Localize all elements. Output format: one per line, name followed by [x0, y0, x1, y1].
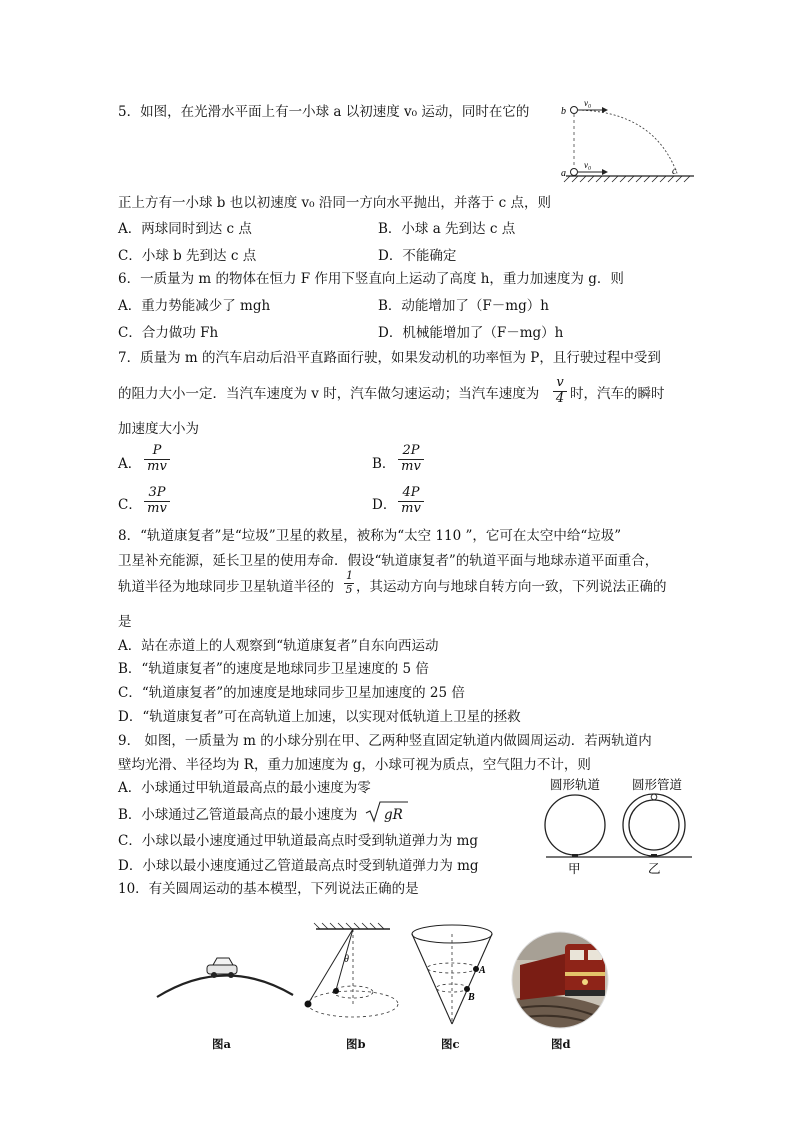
label-jia: 甲	[568, 861, 581, 876]
q8-option-c: C．“轨道康复者”的加速度是地球同步卫星加速度的 25 倍	[118, 685, 465, 701]
ball-a	[571, 169, 578, 176]
figure-d-train-photo	[510, 930, 610, 1030]
q9-stem-line2: 壁均光滑、半径均为 R，重力加速度为 g，小球可视为质点，空气阻力不计，则	[118, 757, 591, 773]
q10-stem: 10．有关圆周运动的基本模型，下列说法正确的是	[118, 881, 419, 897]
q7-frac-den: 4	[555, 390, 565, 406]
q7-option-b-fraction: $\frac{2P}{mv}$	[398, 444, 424, 475]
q7-option-d-fraction: $\frac{4P}{mv}$	[398, 486, 424, 517]
q8-option-d: D．“轨道康复者”可在高轨道上加速，以实现对低轨道上卫星的拯救	[118, 709, 521, 725]
q7-stem-line2-a: 的阻力大小一定．当汽车速度为 v 时，汽车做匀速运动；当汽车速度为	[118, 386, 540, 402]
q9-option-a: A．小球通过甲轨道最高点的最小速度为零	[118, 780, 371, 796]
q7-stem-line3: 加速度大小为	[118, 421, 199, 437]
q9-option-d: D．小球以最小速度通过乙管道最高点时受到轨道弹力为 mg	[118, 858, 479, 874]
q8-option-b: B．“轨道康复者”的速度是地球同步卫星速度的 5 倍	[118, 661, 429, 677]
q7-option-d-letter: D．	[372, 497, 397, 513]
q5-option-b: B．小球 a 先到达 c 点	[378, 221, 516, 237]
q7-option-c-letter: C．	[118, 497, 142, 513]
q7-option-c-fraction: $\frac{3P}{mv}$	[144, 486, 170, 517]
caption-fig-b: 图b	[346, 1037, 366, 1051]
circular-pipe-outer	[623, 794, 685, 856]
q7-stem-line2-b: 时，汽车的瞬时	[570, 386, 665, 402]
q7-option-b-letter: B．	[372, 456, 396, 472]
label-B: B	[468, 992, 475, 1003]
q8-option-a: A．站在赤道上的人观察到“轨道康复者”自东向西运动	[118, 638, 439, 654]
q6-stem: 6．一质量为 m 的物体在恒力 F 作用下竖直向上运动了高度 h，重力加速度为 g．则	[118, 271, 624, 287]
q9-option-b-prefix: B．小球通过乙管道最高点的最小速度为	[118, 807, 358, 823]
q6-option-d: D．机械能增加了（F－mg）h	[378, 325, 564, 341]
caption-fig-d: 图d	[551, 1037, 571, 1051]
q8-stem-line3-b: ，其运动方向与地球自转方向一致，下列说法正确的	[356, 579, 667, 595]
figure-a-car-on-bridge	[155, 945, 295, 1005]
q7-option-a-letter: A．	[118, 456, 142, 472]
q8-stem-fraction: $\frac{1}{5}$	[345, 569, 353, 596]
label-v0-top: v₀	[584, 98, 592, 108]
label-b: b	[561, 106, 566, 117]
q7-stem-line1: 7．质量为 m 的汽车启动后沿平直路面行驶，如果发动机的功率恒为 P，且行驶过程中受到	[118, 350, 661, 366]
q5-stem-line1: 5．如图，在光滑水平面上有一小球 a 以初速度 v₀ 运动，同时在它的	[118, 104, 530, 120]
q7-frac-num: v	[553, 376, 567, 392]
q9-option-b-sqrt-expr: gR	[384, 807, 403, 823]
q8-stem-line4: 是	[118, 614, 132, 630]
q7-option-a-fraction: $\frac{P}{mv}$	[144, 444, 170, 475]
q9-stem-line1: 9． 如图，一质量为 m 的小球分别在甲、乙两种竖直固定轨道内做圆周运动．若两轨道内	[118, 733, 652, 749]
label-c: c	[672, 166, 677, 177]
q5-projectile-figure	[560, 96, 700, 186]
q8-stem-line3-a: 轨道半径为地球同步卫星轨道半径的	[118, 579, 334, 595]
q6-option-b: B．动能增加了（F－mg）h	[378, 298, 549, 314]
figure-b-conical-pendulum	[298, 924, 408, 1034]
q6-option-c: C．合力做功 Fh	[118, 325, 219, 341]
label-pipe: 圆形管道	[632, 777, 683, 792]
label-A: A	[479, 965, 486, 976]
ball-b	[571, 107, 578, 114]
figure-c-inverted-cone	[405, 922, 505, 1032]
q8-stem-line1: 8．“轨道康复者”是“垃圾”卫星的救星，被称为“太空 110 ”，它可在太空中给“垃圾”	[118, 528, 622, 544]
q5-option-d: D．不能确定	[378, 248, 457, 264]
caption-fig-c: 图c	[441, 1037, 460, 1051]
q5-stem-line2: 正上方有一小球 b 也以初速度 v₀ 沿同一方向水平抛出，并落于 c 点，则	[118, 195, 551, 211]
q9-option-c: C．小球以最小速度通过甲轨道最高点时受到轨道弹力为 mg	[118, 833, 479, 849]
label-track: 圆形轨道	[550, 777, 601, 792]
circular-pipe-inner	[629, 800, 679, 850]
label-yi: 乙	[648, 861, 661, 876]
q5-option-c: C．小球 b 先到达 c 点	[118, 248, 257, 264]
circular-track	[545, 795, 605, 855]
label-v0-bottom: v₀	[584, 160, 592, 170]
q9-track-figure	[540, 775, 700, 875]
q6-option-a: A．重力势能减少了 mgh	[118, 298, 271, 314]
q5-option-a: A．两球同时到达 c 点	[118, 221, 252, 237]
q7-stem-fraction	[553, 376, 567, 407]
label-theta: θ	[344, 954, 349, 965]
label-a: a	[561, 168, 566, 179]
caption-fig-a: 图a	[212, 1037, 231, 1051]
q8-stem-line2: 卫星补充能源，延长卫星的使用寿命．假设“轨道康复者”的轨道平面与地球赤道平面重合，	[118, 553, 659, 569]
